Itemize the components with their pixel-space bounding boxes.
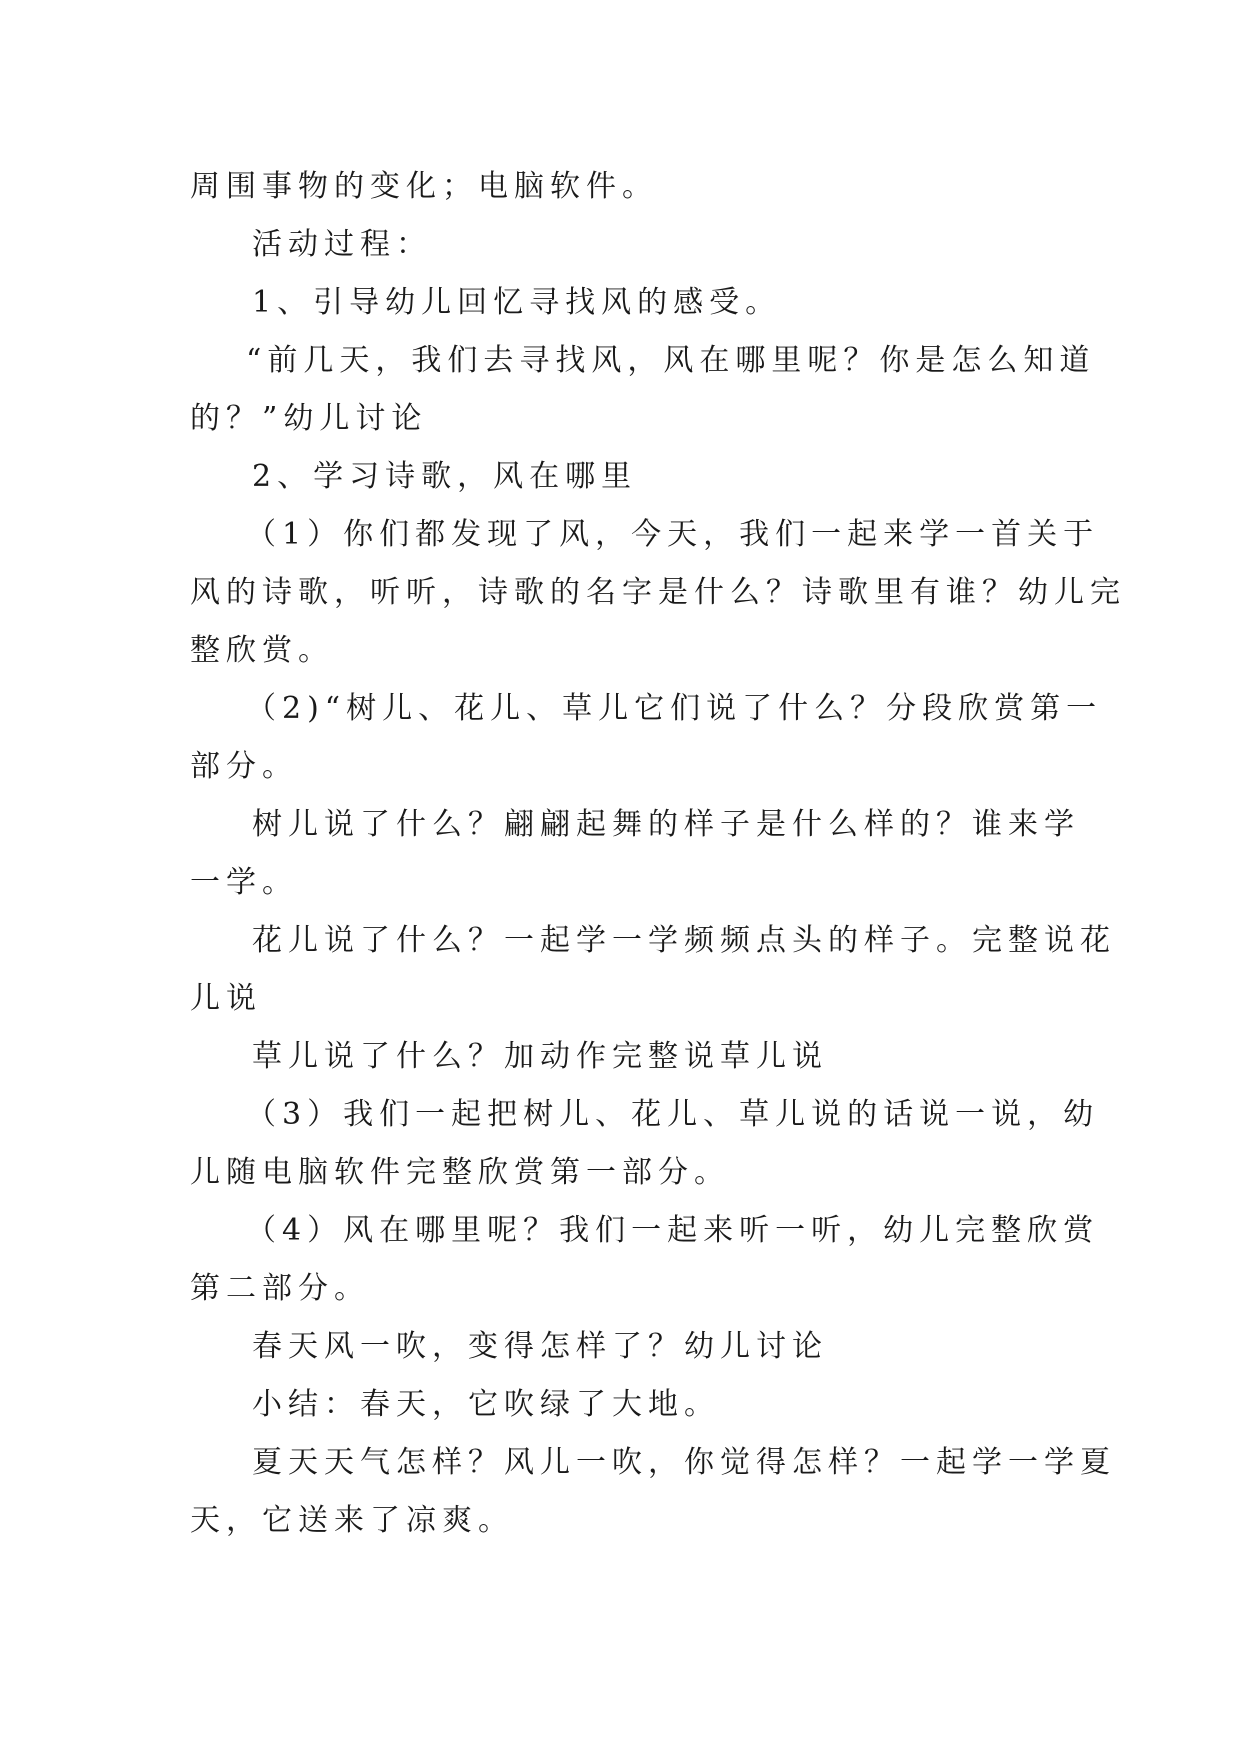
text-line: 一学。 [190, 865, 298, 900]
text-line: （1）你们都发现了风，今天，我们一起来学一首关于 [246, 517, 1100, 552]
text-line: （4）风在哪里呢？我们一起来听一听，幼儿完整欣赏 [246, 1213, 1100, 1248]
text-line: 活动过程： [252, 227, 432, 262]
text-line: 2、学习诗歌，风在哪里 [252, 459, 638, 494]
text-line: 草儿说了什么？加动作完整说草儿说 [252, 1039, 828, 1074]
text-line: 花儿说了什么？一起学一学频频点头的样子。完整说花 [252, 923, 1116, 958]
document-body [190, 158, 1126, 1550]
text-line: 1、引导幼儿回忆寻找风的感受。 [252, 285, 782, 320]
text-line: 天，它送来了凉爽。 [190, 1503, 514, 1538]
text-line: 春天风一吹，变得怎样了？幼儿讨论 [252, 1329, 828, 1364]
text-line: 第二部分。 [190, 1271, 370, 1306]
text-line: 周围事物的变化；电脑软件。 [190, 169, 658, 204]
text-line: 小结：春天，它吹绿了大地。 [252, 1387, 720, 1422]
text-line: 部分。 [190, 749, 298, 784]
text-line: （2)“树儿、花儿、草儿它们说了什么？分段欣赏第一 [246, 691, 1103, 726]
text-line: 的？”幼儿讨论 [190, 401, 428, 436]
text-line: 儿说 [190, 981, 262, 1016]
text-line: 夏天天气怎样？风儿一吹，你觉得怎样？一起学一学夏 [252, 1445, 1116, 1480]
text-line: （3）我们一起把树儿、花儿、草儿说的话说一说，幼 [246, 1097, 1100, 1132]
text-line: 风的诗歌，听听，诗歌的名字是什么？诗歌里有谁？幼儿完 [190, 575, 1126, 610]
text-line: 儿随电脑软件完整欣赏第一部分。 [190, 1155, 730, 1190]
text-line: 树儿说了什么？翩翩起舞的样子是什么样的？谁来学 [252, 807, 1080, 842]
text-line: 整欣赏。 [190, 633, 334, 668]
text-line: “前几天，我们去寻找风，风在哪里呢？你是怎么知道 [246, 343, 1096, 378]
